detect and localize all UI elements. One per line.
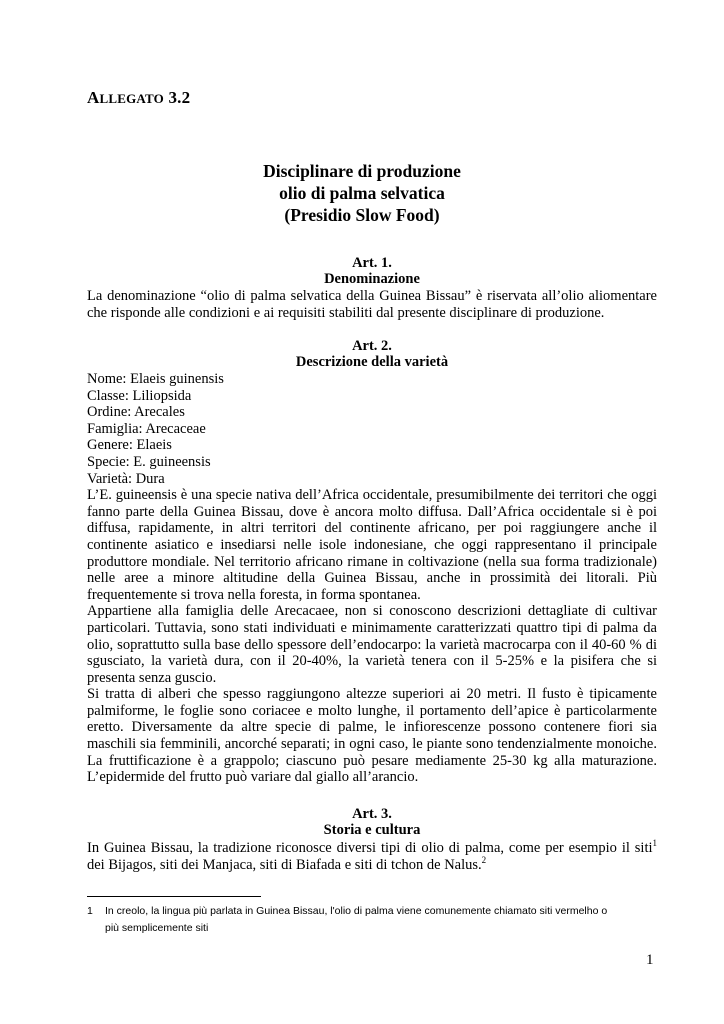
page-number: 1 [646,952,654,968]
taxonomy-genus: Genere: Elaeis [87,437,172,454]
art3-title: Storia e cultura [323,822,421,838]
title-line-2: olio di palma selvatica [279,183,445,203]
taxonomy-species: Specie: E. guineensis [87,453,211,470]
annex-prefix-small: LLEGATO [99,91,164,106]
art3-paragraph [87,840,657,873]
taxonomy-family: Famiglia: Arecaceae [87,420,206,437]
footnote-line-2: più semplicemente siti [105,922,209,934]
footnote-ref-1[interactable]: 1 [652,838,657,849]
footnote-separator [87,896,261,897]
art3-text-a: In Guinea Bissau, la tradizione riconosce diversi tipi di olio di palma, come per esempio il siti [87,840,653,856]
taxonomy-name: Nome: Elaeis guinensis [87,371,224,387]
art2-heading [87,338,657,370]
annex-label [87,88,190,108]
art3-text [87,840,657,873]
art3-number: Art. 3. [352,806,392,822]
art1-title: Denominazione [324,271,420,287]
art2-paragraph-1: L’E. guineensis è una specie nativa dell’Africa occidentale, presumibilmente dei territori che oggi fanno parte della Guinea Bissau, dove è ancora molto diffusa. Dall’Africa occidentale si è poi diffusa, rapidamente, in altri territori del continente africano, per poi raggiungere anche il continente asiatico e insediarsi nelle isole indonesiane, che oggi rappresentano il principale produttore mondiale. Nel territorio africano rimane in coltivazione (nella sua forma tradizionale) nelle aree a minore altitudine della Guinea Bissau, anche in prossimità dei litorali. Più frequentemente si trova nella foresta, in forma spontanea. [87,487,657,603]
art1-heading [87,255,657,287]
art1-paragraph: La denominazione “olio di palma selvatica della Guinea Bissau” è riservata all’olio aliomentare che risponde alle condizioni e ai requisiti stabiliti dal presente disciplinare di produzione. [87,288,657,321]
art2-title: Descrizione della varietà [295,354,449,370]
art2-number: Art. 2. [352,338,392,354]
title-line-3: (Presidio Slow Food) [284,205,440,225]
art2-paragraph-2: Appartiene alla famiglia delle Arecacaee, non si conoscono descrizioni dettagliate di cultivar particolari. Tuttavia, sono stati individuati e minimamente caratterizzati quattro tipi di palma da olio, soprattutto sulla base dello spessore dell’endocarpo: la varietà macrocarpa con il 40-60 % di sgusciato, la varietà dura, con il 20-40%, la varietà tenera con il 5-25% e la pisifera che si presenta senza guscio. [87,603,657,686]
art1-number: Art. 1. [352,255,392,271]
footnote-line-1: In creolo, la lingua più parlata in Guinea Bissau, l'olio di palma viene comunemente chiamato siti vermelho o [105,905,608,917]
footnote-1 [87,903,657,937]
title-line-1: Disciplinare di produzione [263,161,461,181]
document-title [0,160,724,226]
art3-heading [87,806,657,838]
annex-number: 3.2 [168,88,191,107]
annex-prefix: A [87,88,100,107]
taxonomy-order: Ordine: Arecales [87,404,185,421]
art2-body [87,371,657,786]
footnote-ref-2[interactable]: 2 [481,854,487,865]
art2-paragraph-3: Si tratta di alberi che spesso raggiungono altezze superiori ai 20 metri. Il fusto è tipicamente palmiforme, le foglie sono coriacee e molto lunghe, il portamento dell’apice è particolarmente eretto. Diversamente da altre specie di palme, le infiorescenze possono contenere fiori sia maschili sia femminili, ancorché separati; in ogni caso, le piante sono tendenzialmente monoiche. La fruttificazione è a grappolo; ciascuno può pesare mediamente 25-30 kg alla maturazione. L’epidermide del frutto può variare dal giallo all’arancio. [87,686,657,786]
art3-text-b: dei Bijagos, siti dei Manjaca, siti di Biafada e siti di tchon de Nalus. [87,856,482,873]
footnote-number: 1 [87,905,93,917]
taxonomy-class: Classe: Liliopsida [87,387,192,404]
taxonomy-variety: Varietà: Dura [87,470,165,487]
art1-text [87,288,657,321]
